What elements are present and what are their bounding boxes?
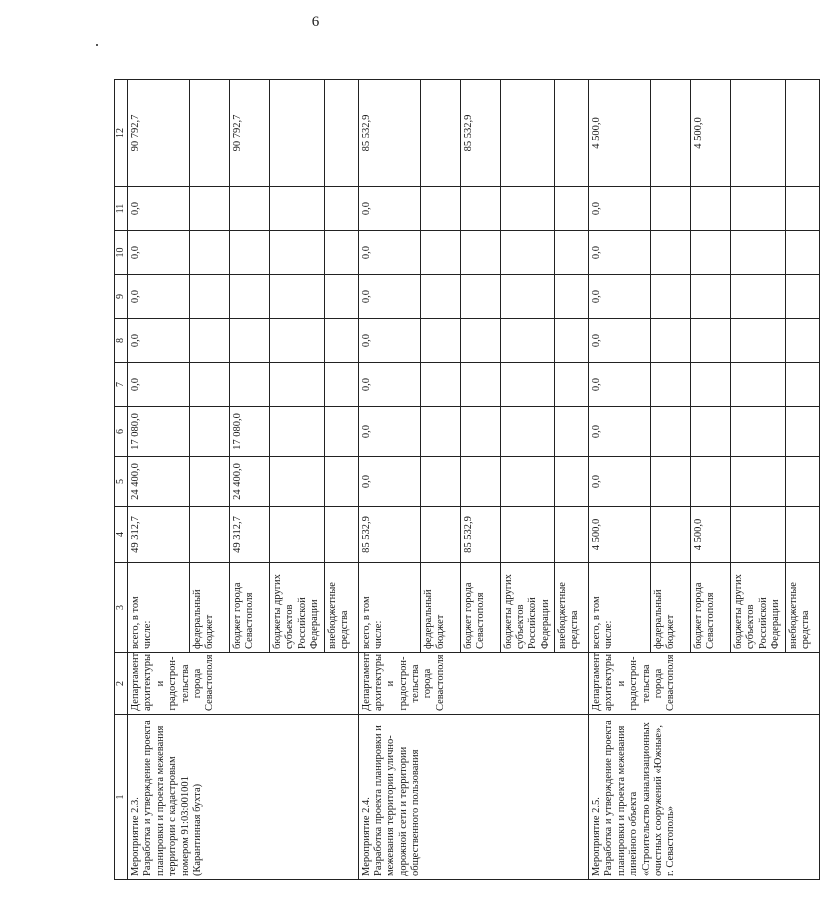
amount-cell bbox=[691, 363, 731, 407]
amount-cell bbox=[270, 457, 325, 507]
amount-cell bbox=[230, 319, 270, 363]
amount-cell: 0,0 bbox=[128, 319, 190, 363]
amount-cell: 17 080,0 bbox=[128, 407, 190, 457]
funding-source-cell: бюджет города Севастополя bbox=[460, 563, 500, 653]
amount-cell bbox=[500, 407, 555, 457]
amount-cell bbox=[460, 363, 500, 407]
amount-cell bbox=[785, 507, 819, 563]
amount-cell bbox=[785, 275, 819, 319]
amount-cell bbox=[324, 80, 358, 187]
header-row bbox=[115, 80, 128, 880]
funding-source-cell: всего, в том числе: bbox=[128, 563, 190, 653]
amount-cell bbox=[691, 319, 731, 363]
amount-cell bbox=[420, 319, 460, 363]
funding-source-cell: бюджеты других субъектов Российской Федерации bbox=[270, 563, 325, 653]
table-body bbox=[115, 80, 820, 880]
amount-cell: 0,0 bbox=[589, 319, 651, 363]
amount-cell bbox=[731, 363, 786, 407]
amount-cell: 0,0 bbox=[358, 457, 420, 507]
amount-cell bbox=[651, 363, 691, 407]
header-cell: 11 bbox=[115, 187, 128, 231]
amount-cell: 24 400,0 bbox=[128, 457, 190, 507]
header-cell: 4 bbox=[115, 507, 128, 563]
amount-cell: 0,0 bbox=[358, 319, 420, 363]
amount-cell bbox=[460, 275, 500, 319]
amount-cell bbox=[651, 275, 691, 319]
funding-source-cell: внебюджетные средства bbox=[785, 563, 819, 653]
amount-cell bbox=[230, 231, 270, 275]
amount-cell bbox=[270, 363, 325, 407]
amount-cell bbox=[691, 231, 731, 275]
amount-cell bbox=[324, 275, 358, 319]
amount-cell bbox=[785, 407, 819, 457]
amount-cell bbox=[785, 80, 819, 187]
amount-cell bbox=[190, 231, 230, 275]
funding-source-cell: бюджеты других субъектов Российской Федерации bbox=[500, 563, 555, 653]
amount-cell bbox=[731, 275, 786, 319]
amount-cell: 90 792,7 bbox=[128, 80, 190, 187]
funding-source-cell: всего, в том числе: bbox=[358, 563, 420, 653]
header-cell: 3 bbox=[115, 563, 128, 653]
amount-cell: 90 792,7 bbox=[230, 80, 270, 187]
table-row bbox=[128, 80, 190, 880]
amount-cell: 85 532,9 bbox=[358, 80, 420, 187]
amount-cell bbox=[270, 319, 325, 363]
amount-cell bbox=[731, 407, 786, 457]
amount-cell bbox=[651, 457, 691, 507]
amount-cell bbox=[190, 187, 230, 231]
amount-cell bbox=[555, 187, 589, 231]
amount-cell bbox=[190, 457, 230, 507]
amount-cell bbox=[324, 457, 358, 507]
amount-cell bbox=[420, 275, 460, 319]
amount-cell bbox=[270, 407, 325, 457]
scan-dot bbox=[96, 44, 98, 46]
funding-source-cell: бюджет города Севастополя bbox=[691, 563, 731, 653]
amount-cell bbox=[731, 457, 786, 507]
table-row bbox=[358, 80, 420, 880]
amount-cell: 0,0 bbox=[589, 457, 651, 507]
amount-cell: 4 500,0 bbox=[589, 507, 651, 563]
amount-cell bbox=[270, 507, 325, 563]
amount-cell bbox=[190, 407, 230, 457]
amount-cell bbox=[324, 407, 358, 457]
amount-cell bbox=[731, 187, 786, 231]
amount-cell: 4 500,0 bbox=[589, 80, 651, 187]
amount-cell bbox=[190, 319, 230, 363]
amount-cell bbox=[190, 275, 230, 319]
activity-cell: Мероприятие 2.5. Разработка и утверждение проекта планировки и проекта межевания линейного объекта «Строительство канализационных очистных сооружений «Южные», г. Севастополь» bbox=[589, 715, 820, 880]
amount-cell bbox=[731, 80, 786, 187]
funding-source-cell: бюджеты других субъектов Российской Федерации bbox=[731, 563, 786, 653]
amount-cell bbox=[324, 231, 358, 275]
table-row bbox=[589, 80, 651, 880]
amount-cell bbox=[691, 275, 731, 319]
amount-cell bbox=[270, 187, 325, 231]
amount-cell bbox=[230, 275, 270, 319]
header-cell: 5 bbox=[115, 457, 128, 507]
amount-cell: 0,0 bbox=[589, 187, 651, 231]
amount-cell bbox=[651, 407, 691, 457]
amount-cell: 0,0 bbox=[589, 275, 651, 319]
funding-table bbox=[114, 79, 820, 880]
amount-cell bbox=[324, 507, 358, 563]
amount-cell bbox=[651, 507, 691, 563]
header-cell: 2 bbox=[115, 653, 128, 715]
amount-cell: 0,0 bbox=[358, 231, 420, 275]
executor-cell: Департамент архитектуры и градостронтельства города Севастополя bbox=[358, 653, 589, 715]
amount-cell: 0,0 bbox=[589, 363, 651, 407]
amount-cell: 0,0 bbox=[128, 187, 190, 231]
amount-cell bbox=[190, 363, 230, 407]
funding-source-cell: внебюджетные средства bbox=[324, 563, 358, 653]
amount-cell bbox=[460, 407, 500, 457]
amount-cell bbox=[555, 275, 589, 319]
amount-cell: 0,0 bbox=[358, 407, 420, 457]
amount-cell bbox=[500, 507, 555, 563]
rotated-table-container bbox=[114, 80, 811, 880]
header-cell: 6 bbox=[115, 407, 128, 457]
header-cell: 1 bbox=[115, 715, 128, 880]
amount-cell bbox=[420, 407, 460, 457]
amount-cell bbox=[555, 457, 589, 507]
header-cell: 8 bbox=[115, 319, 128, 363]
funding-source-cell: всего, в том числе: bbox=[589, 563, 651, 653]
amount-cell bbox=[785, 231, 819, 275]
amount-cell bbox=[785, 457, 819, 507]
amount-cell: 49 312,7 bbox=[128, 507, 190, 563]
amount-cell bbox=[651, 231, 691, 275]
amount-cell bbox=[500, 319, 555, 363]
amount-cell bbox=[691, 407, 731, 457]
amount-cell bbox=[785, 187, 819, 231]
amount-cell bbox=[230, 187, 270, 231]
amount-cell: 0,0 bbox=[128, 275, 190, 319]
amount-cell bbox=[555, 80, 589, 187]
amount-cell bbox=[785, 319, 819, 363]
amount-cell bbox=[691, 187, 731, 231]
amount-cell bbox=[555, 363, 589, 407]
amount-cell bbox=[190, 507, 230, 563]
amount-cell bbox=[651, 187, 691, 231]
amount-cell bbox=[555, 407, 589, 457]
amount-cell bbox=[230, 363, 270, 407]
amount-cell bbox=[555, 507, 589, 563]
amount-cell bbox=[190, 80, 230, 187]
funding-source-cell: федеральный бюджет bbox=[420, 563, 460, 653]
activity-cell: Мероприятие 2.3. Разработка и утверждение проекта планировки и проекта межевания территории с кадастровым номером 91:03:001001 (Карантинная бухта) bbox=[128, 715, 359, 880]
amount-cell: 24 400,0 bbox=[230, 457, 270, 507]
amount-cell: 17 080,0 bbox=[230, 407, 270, 457]
amount-cell: 0,0 bbox=[589, 231, 651, 275]
header-cell: 7 bbox=[115, 363, 128, 407]
amount-cell bbox=[500, 187, 555, 231]
amount-cell: 85 532,9 bbox=[358, 507, 420, 563]
amount-cell bbox=[500, 457, 555, 507]
amount-cell bbox=[785, 363, 819, 407]
amount-cell bbox=[420, 507, 460, 563]
funding-source-cell: федеральный бюджет bbox=[651, 563, 691, 653]
amount-cell bbox=[420, 457, 460, 507]
funding-source-cell: федеральный бюджет bbox=[190, 563, 230, 653]
amount-cell bbox=[460, 231, 500, 275]
activity-cell: Мероприятие 2.4. Разработка проекта планировки и межевания территории улично-дорожной сети и территории общественного пользования bbox=[358, 715, 589, 880]
amount-cell: 85 532,9 bbox=[460, 80, 500, 187]
amount-cell: 0,0 bbox=[358, 363, 420, 407]
amount-cell: 4 500,0 bbox=[691, 507, 731, 563]
amount-cell bbox=[651, 319, 691, 363]
amount-cell bbox=[500, 363, 555, 407]
amount-cell bbox=[460, 319, 500, 363]
amount-cell bbox=[420, 363, 460, 407]
executor-cell: Департамент архитектуры и градостронтельства города Севастополя bbox=[589, 653, 820, 715]
amount-cell bbox=[731, 231, 786, 275]
amount-cell bbox=[270, 275, 325, 319]
amount-cell bbox=[691, 457, 731, 507]
amount-cell: 0,0 bbox=[128, 231, 190, 275]
amount-cell bbox=[460, 457, 500, 507]
amount-cell bbox=[731, 319, 786, 363]
amount-cell: 49 312,7 bbox=[230, 507, 270, 563]
amount-cell bbox=[500, 231, 555, 275]
amount-cell: 4 500,0 bbox=[691, 80, 731, 187]
page-number: 6 bbox=[311, 14, 320, 30]
amount-cell: 0,0 bbox=[589, 407, 651, 457]
amount-cell bbox=[460, 187, 500, 231]
amount-cell: 0,0 bbox=[128, 363, 190, 407]
amount-cell: 0,0 bbox=[358, 275, 420, 319]
amount-cell bbox=[651, 80, 691, 187]
amount-cell bbox=[270, 80, 325, 187]
amount-cell: 0,0 bbox=[358, 187, 420, 231]
header-cell: 9 bbox=[115, 275, 128, 319]
amount-cell bbox=[555, 231, 589, 275]
amount-cell bbox=[420, 231, 460, 275]
amount-cell bbox=[324, 319, 358, 363]
amount-cell bbox=[500, 275, 555, 319]
amount-cell bbox=[324, 363, 358, 407]
funding-source-cell: внебюджетные средства bbox=[555, 563, 589, 653]
executor-cell: Департамент архитектуры и градостронтельства города Севастополя bbox=[128, 653, 359, 715]
funding-source-cell: бюджет города Севастополя bbox=[230, 563, 270, 653]
header-cell: 10 bbox=[115, 231, 128, 275]
amount-cell bbox=[420, 80, 460, 187]
amount-cell bbox=[555, 319, 589, 363]
amount-cell: 85 532,9 bbox=[460, 507, 500, 563]
amount-cell bbox=[500, 80, 555, 187]
amount-cell bbox=[324, 187, 358, 231]
amount-cell bbox=[731, 507, 786, 563]
header-cell: 12 bbox=[115, 80, 128, 187]
amount-cell bbox=[420, 187, 460, 231]
amount-cell bbox=[270, 231, 325, 275]
